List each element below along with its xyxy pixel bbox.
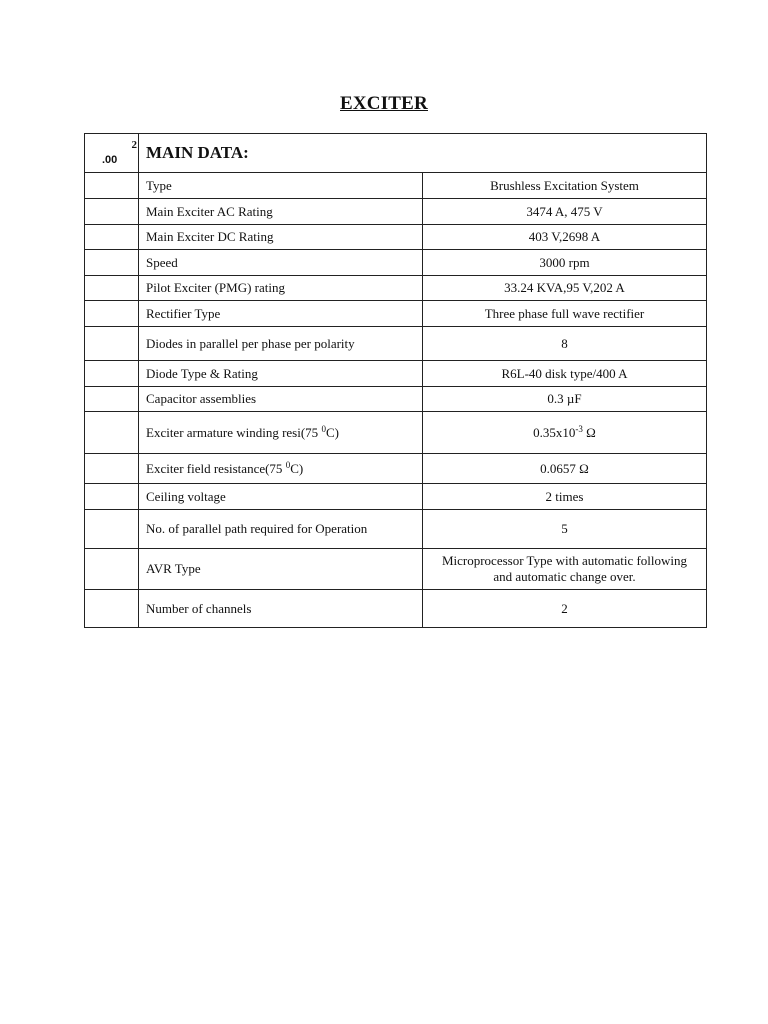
row-label bbox=[139, 412, 423, 454]
table-row bbox=[85, 361, 707, 387]
exponent-superscript: -3 bbox=[575, 423, 583, 434]
row-label: Main Exciter AC Rating bbox=[139, 199, 423, 225]
row-label: Main Exciter DC Rating bbox=[139, 225, 423, 250]
table-row bbox=[85, 387, 707, 412]
row-value bbox=[423, 412, 707, 454]
row-label: Type bbox=[139, 173, 423, 199]
table-row bbox=[85, 484, 707, 510]
row-value: Brushless Excitation System bbox=[423, 173, 707, 199]
row-value: 403 V,2698 A bbox=[423, 225, 707, 250]
row-value bbox=[423, 549, 707, 590]
row-value: 3474 A, 475 V bbox=[423, 199, 707, 225]
row-label bbox=[139, 454, 423, 484]
table-row bbox=[85, 250, 707, 276]
row-label-text: Exciter field resistance(75 bbox=[146, 460, 286, 476]
row-value: 33.24 KVA,95 V,202 A bbox=[423, 276, 707, 301]
row-number-cell bbox=[85, 173, 139, 199]
row-value: 3000 rpm bbox=[423, 250, 707, 276]
table-row bbox=[85, 412, 707, 454]
section-header-row bbox=[85, 134, 707, 173]
table-row bbox=[85, 510, 707, 549]
row-number-cell bbox=[85, 327, 139, 361]
row-value: 8 bbox=[423, 327, 707, 361]
table-row bbox=[85, 454, 707, 484]
row-value: 2 bbox=[423, 590, 707, 628]
row-number-cell bbox=[85, 361, 139, 387]
row-number-cell bbox=[85, 199, 139, 225]
table-row bbox=[85, 549, 707, 590]
row-number-cell bbox=[85, 590, 139, 628]
table-row bbox=[85, 276, 707, 301]
row-number-cell bbox=[85, 484, 139, 510]
row-label: Speed bbox=[139, 250, 423, 276]
table-row bbox=[85, 301, 707, 327]
row-number-cell bbox=[85, 412, 139, 454]
row-label: Number of channels bbox=[139, 590, 423, 628]
row-value-unit: Ω bbox=[582, 424, 596, 440]
row-value-line-2: and automatic change over. bbox=[493, 569, 636, 584]
table-row bbox=[85, 590, 707, 628]
row-label: Diode Type & Rating bbox=[139, 361, 423, 387]
degree-superscript: 0 bbox=[285, 459, 291, 470]
document-title: EXCITER bbox=[340, 93, 428, 114]
row-value: 0.0657 Ω bbox=[423, 454, 707, 484]
degree-superscript: 0 bbox=[321, 423, 326, 434]
row-number-cell bbox=[85, 387, 139, 412]
row-value: Three phase full wave rectifier bbox=[423, 301, 707, 327]
table-row bbox=[85, 225, 707, 250]
table-row bbox=[85, 173, 707, 199]
section-number-cell bbox=[85, 134, 139, 173]
row-value: 5 bbox=[423, 510, 707, 549]
row-number-cell bbox=[85, 250, 139, 276]
table-row bbox=[85, 199, 707, 225]
row-number-cell bbox=[85, 301, 139, 327]
section-number: .00 bbox=[102, 154, 118, 166]
row-number-cell bbox=[85, 276, 139, 301]
table-row bbox=[85, 327, 707, 361]
row-value: 0.3 µF bbox=[423, 387, 707, 412]
row-number-cell bbox=[85, 549, 139, 590]
section-number-superscript: 2 bbox=[131, 139, 137, 151]
row-label-unit: C) bbox=[325, 424, 339, 440]
row-number-cell bbox=[85, 225, 139, 250]
row-number-cell bbox=[85, 510, 139, 549]
row-label: No. of parallel path required for Operation bbox=[139, 510, 423, 549]
row-label-unit: C) bbox=[290, 460, 304, 476]
row-label-text: Exciter armature winding resi(75 bbox=[146, 424, 322, 440]
row-label: Rectifier Type bbox=[139, 301, 423, 327]
row-label: AVR Type bbox=[139, 549, 423, 590]
row-value-text: 0.35x10 bbox=[533, 424, 576, 440]
row-label: Diodes in parallel per phase per polarity bbox=[139, 327, 423, 361]
section-title: MAIN DATA: bbox=[139, 134, 707, 173]
row-number-cell bbox=[85, 454, 139, 484]
row-value: 2 times bbox=[423, 484, 707, 510]
row-value-line-1: Microprocessor Type with automatic following bbox=[441, 553, 688, 568]
exciter-data-table bbox=[84, 133, 707, 628]
row-label: Capacitor assemblies bbox=[139, 387, 423, 412]
row-label: Ceiling voltage bbox=[139, 484, 423, 510]
row-value: R6L-40 disk type/400 A bbox=[423, 361, 707, 387]
row-label: Pilot Exciter (PMG) rating bbox=[139, 276, 423, 301]
